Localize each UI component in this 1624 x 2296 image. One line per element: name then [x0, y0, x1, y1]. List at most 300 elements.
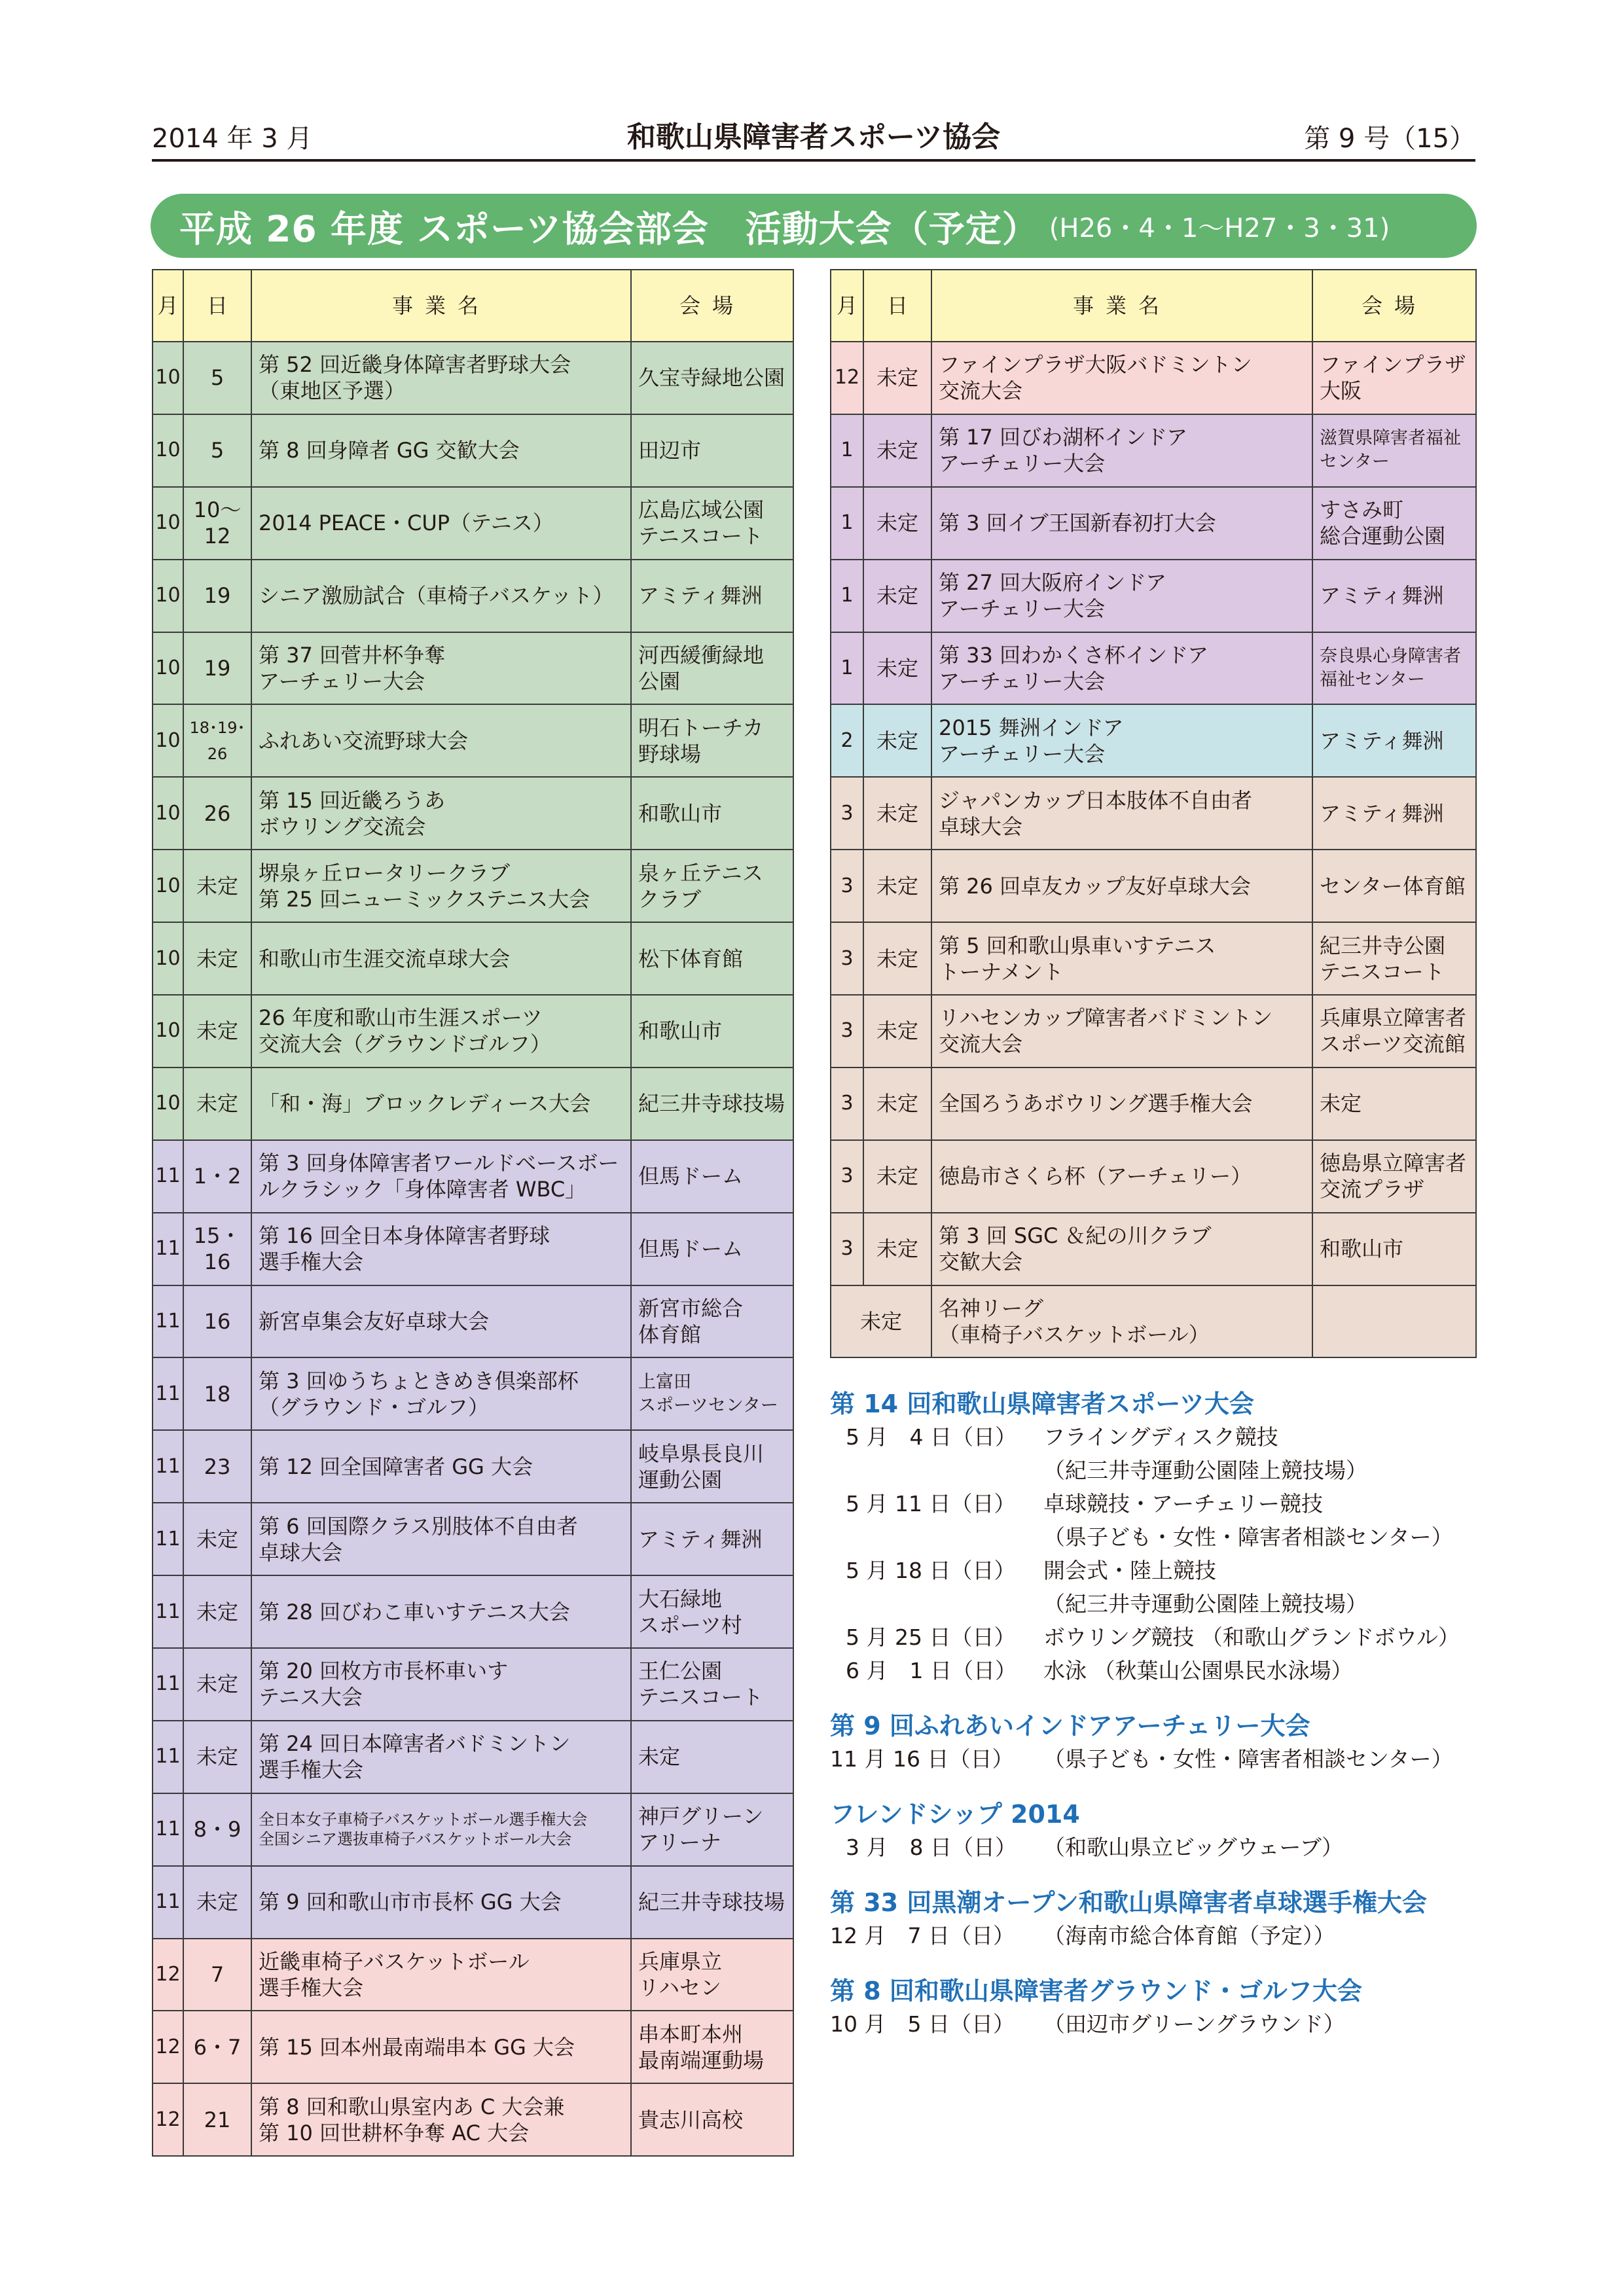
table-row — [153, 1721, 793, 1793]
venue-cell — [1312, 995, 1476, 1067]
entry-date: 3 月 8 日（日） — [846, 1835, 1017, 1860]
cell-line: テニス大会 — [259, 1685, 363, 1710]
day-cell: 未定 — [863, 850, 931, 922]
cell-line: 徳島市さくら杯（アーチェリー） — [939, 1164, 1252, 1189]
venue-cell — [1312, 1285, 1476, 1358]
day-cell: 未定 — [863, 1140, 931, 1213]
cell-line: 大石緑地 — [638, 1586, 723, 1611]
month-cell: 10 — [153, 342, 183, 414]
cell-line: 大阪 — [1320, 378, 1362, 404]
table-row — [153, 704, 793, 777]
cell-line: 兵庫県立 — [638, 1949, 723, 1975]
event-cell — [251, 1939, 631, 2011]
entry-date: 5 月 4 日（日） — [846, 1424, 1017, 1450]
venue-cell — [1312, 1213, 1476, 1285]
entry-text: （田辺市グリーングラウンド） — [1043, 2011, 1345, 2037]
event-section — [830, 1886, 1478, 1952]
page-title: 平成 26 年度 スポーツ協会部会 活動大会（予定） — [179, 207, 1039, 250]
cell-line: 最南端運動場 — [638, 2047, 765, 2073]
day-cell: 15・16 — [183, 1213, 251, 1285]
cell-line: センター — [1320, 452, 1390, 473]
day-cell: 未定 — [183, 850, 251, 922]
schedule-entry — [830, 1420, 1478, 1454]
cell-line: 久宝寺緑地公園 — [638, 365, 785, 391]
entry-date: 5 月 18 日（日） — [846, 1558, 1016, 1583]
cell-line: 2014 PEACE・CUP（テニス） — [259, 511, 554, 536]
page-title-banner — [151, 194, 1477, 258]
cell-line: ふれあい交流野球大会 — [259, 728, 469, 753]
cell-line: アミティ舞洲 — [1320, 728, 1444, 753]
day-cell: 7 — [183, 1939, 251, 2011]
event-cell — [251, 777, 631, 850]
venue-cell — [631, 1285, 793, 1358]
cell-line: 交流プラザ — [1320, 1177, 1425, 1202]
day-cell: 21 — [183, 2083, 251, 2156]
table-row — [831, 995, 1476, 1067]
venue-cell — [1312, 414, 1476, 487]
schedule-table-left — [152, 269, 794, 2157]
event-cell — [931, 704, 1312, 777]
entry-date: 10 月 5 日（日） — [830, 2011, 1015, 2037]
day-cell: 未定 — [183, 1721, 251, 1793]
venue-header: 会場 — [631, 270, 793, 342]
venue-cell — [1312, 342, 1476, 414]
entry-text: フライングディスク競技 — [1043, 1424, 1278, 1450]
month-cell: 3 — [831, 922, 863, 995]
day-cell: 19 — [183, 632, 251, 705]
cell-line: 交流大会 — [939, 378, 1023, 404]
month-cell: 1 — [831, 414, 863, 487]
cell-line: 「和・海」ブロックレディース大会 — [259, 1091, 591, 1117]
event-cell — [931, 560, 1312, 632]
venue-cell — [631, 1213, 793, 1285]
day-header: 日 — [863, 270, 931, 342]
event-cell — [931, 1285, 1312, 1358]
event-section — [830, 1388, 1478, 1687]
cell-line: 神戸グリーン — [638, 1804, 764, 1829]
table-row — [153, 1648, 793, 1721]
cell-line: 但馬ドーム — [638, 1164, 744, 1189]
venue-cell — [631, 632, 793, 705]
day-cell: 未定 — [863, 632, 931, 705]
cell-line: スポーツ村 — [638, 1612, 742, 1638]
day-cell: 23 — [183, 1430, 251, 1503]
event-cell — [251, 1067, 631, 1140]
month-cell: 10 — [153, 777, 183, 850]
venue-cell — [631, 1357, 793, 1430]
day-cell: 未定 — [863, 704, 931, 777]
cell-line: 兵庫県立障害者 — [1320, 1005, 1467, 1031]
day-cell: 19 — [183, 560, 251, 632]
event-cell — [251, 487, 631, 560]
month-cell: 12 — [153, 2011, 183, 2083]
event-cell — [251, 922, 631, 995]
event-cell — [251, 414, 631, 487]
month-cell: 3 — [831, 850, 863, 922]
day-cell: 未定 — [183, 1866, 251, 1939]
cell-line: すさみ町 — [1320, 497, 1404, 523]
table-row — [153, 995, 793, 1067]
cell-line: 野球場 — [638, 741, 702, 766]
cell-line: アミティ舞洲 — [1320, 800, 1444, 826]
entry-date: 6 月 1 日（日） — [846, 1658, 1017, 1683]
day-cell: 10～12 — [183, 487, 251, 560]
cell-line: 全日本女子車椅子バスケットボール選手権大会 — [259, 1810, 588, 1829]
entry-date: 11 月 16 日（日） — [830, 1746, 1014, 1772]
event-cell — [251, 1721, 631, 1793]
cell-line: 泉ヶ丘テニス — [638, 860, 763, 886]
event-header: 事業名 — [931, 270, 1312, 342]
cell-line: 未定 — [1320, 1091, 1362, 1117]
fiscal-period: (H26・4・1～H27・3・31) — [1049, 213, 1390, 243]
month-cell: 11 — [153, 1140, 183, 1213]
venue-cell — [1312, 560, 1476, 632]
cell-line: 名神リーグ — [939, 1296, 1044, 1321]
cell-line: 新宮市総合 — [638, 1296, 744, 1321]
event-cell — [931, 777, 1312, 850]
event-cell — [251, 1866, 631, 1939]
entry-date: 12 月 7 日（日） — [830, 1923, 1015, 1948]
table-row — [831, 1067, 1476, 1140]
cell-line: 第 3 回身体障害者ワールドベースボー — [259, 1151, 619, 1176]
table-row — [153, 632, 793, 705]
venue-cell — [631, 414, 793, 487]
table-row — [831, 1285, 1476, 1358]
month-cell: 11 — [153, 1866, 183, 1939]
venue-cell — [631, 1721, 793, 1793]
month-cell: 11 — [153, 1648, 183, 1721]
month-cell: 1 — [831, 560, 863, 632]
month-cell: 10 — [153, 1067, 183, 1140]
cell-line: 第 12 回全国障害者 GG 大会 — [259, 1454, 533, 1479]
cell-line: 明石トーチカ — [638, 715, 764, 740]
cell-line: 福祉センター — [1320, 670, 1425, 690]
month-cell: 3 — [831, 1067, 863, 1140]
cell-line: （東地区予選） — [259, 378, 406, 404]
page-header — [152, 121, 1475, 162]
cell-line: 第 26 回卓友カップ友好卓球大会 — [939, 873, 1251, 899]
table-row — [153, 1866, 793, 1939]
cell-line: 第 25 回ニューミックステニス大会 — [259, 886, 590, 912]
cell-line: アーチェリー大会 — [939, 451, 1106, 476]
schedule-entry — [830, 2007, 1478, 2041]
venue-cell — [631, 777, 793, 850]
cell-line: 第 10 回世耕杯争奪 AC 大会 — [259, 2120, 530, 2145]
venue-cell — [631, 2011, 793, 2083]
table-row — [831, 487, 1476, 560]
cell-line: 運動公園 — [638, 1467, 723, 1492]
month-cell: 11 — [153, 1721, 183, 1793]
day-cell: 未定 — [863, 995, 931, 1067]
cell-line: トーナメント — [939, 959, 1064, 984]
month-cell: 3 — [831, 995, 863, 1067]
event-cell — [251, 1140, 631, 1213]
day-cell: 未定 — [183, 1067, 251, 1140]
venue-header: 会場 — [1312, 270, 1476, 342]
day-cell: 16 — [183, 1285, 251, 1358]
cell-line: 紀三井寺球技場 — [638, 1890, 785, 1915]
day-cell: 未定 — [863, 414, 931, 487]
cell-line: ボウリング交流会 — [259, 814, 426, 839]
cell-line: アーチェリー大会 — [259, 669, 425, 694]
cell-line: 徳島県立障害者 — [1320, 1151, 1467, 1176]
schedule-entry — [830, 1487, 1478, 1520]
venue-cell — [1312, 632, 1476, 705]
cell-line: 第 3 回イブ王国新春初打大会 — [939, 511, 1216, 536]
cell-line: 滋賀県障害者福祉 — [1320, 428, 1461, 449]
cell-line: 公園 — [638, 669, 681, 694]
event-cell — [251, 1503, 631, 1575]
venue-cell — [1312, 704, 1476, 777]
cell-line: ファインプラザ大阪バドミントン — [939, 352, 1252, 378]
section-title: 第 8 回和歌山県障害者グラウンド・ゴルフ大会 — [830, 1977, 1362, 2005]
table-row — [153, 342, 793, 414]
cell-line: ファインプラザ — [1320, 352, 1466, 378]
venue-cell — [1312, 922, 1476, 995]
venue-cell — [631, 922, 793, 995]
event-cell — [251, 850, 631, 922]
other-events — [830, 1388, 1478, 2063]
event-cell — [931, 414, 1312, 487]
table-row — [153, 1503, 793, 1575]
cell-line: 2015 舞洲インドア — [939, 715, 1124, 740]
event-cell — [251, 1357, 631, 1430]
event-cell — [251, 1213, 631, 1285]
schedule-entry — [830, 1742, 1478, 1776]
cell-line: 26 年度和歌山市生涯スポーツ — [259, 1005, 543, 1031]
venue-cell — [631, 342, 793, 414]
table-row — [831, 1140, 1476, 1213]
table-row — [153, 1575, 793, 1648]
table-row — [153, 1213, 793, 1285]
month-cell: 10 — [153, 414, 183, 487]
event-cell — [931, 342, 1312, 414]
entry-text: （紀三井寺運動公園陸上競技場） — [1043, 1591, 1367, 1617]
cell-line: 総合運動公園 — [1320, 524, 1446, 549]
day-cell: 未定 — [863, 342, 931, 414]
event-cell — [251, 342, 631, 414]
venue-cell — [631, 1430, 793, 1503]
table-row — [153, 850, 793, 922]
cell-line: 第 24 回日本障害者バドミントン — [259, 1731, 571, 1757]
cell-line: 全国シニア選抜車椅子バスケットボール大会 — [259, 1830, 572, 1849]
cell-line: 選手権大会 — [259, 1757, 364, 1783]
cell-line: 第 15 回本州最南端串本 GG 大会 — [259, 2034, 575, 2060]
schedule-table-right — [830, 269, 1477, 1358]
section-title: 第 9 回ふれあいインドアアーチェリー大会 — [830, 1712, 1310, 1740]
table-row — [153, 487, 793, 560]
cell-line: （車椅子バスケットボール） — [939, 1322, 1210, 1348]
day-cell: 18 — [183, 1357, 251, 1430]
cell-line: アーチェリー大会 — [939, 741, 1106, 766]
venue-cell — [1312, 1140, 1476, 1213]
event-cell — [251, 2083, 631, 2156]
table-row — [153, 560, 793, 632]
entry-text: ボウリング競技 （和歌山グランドボウル） — [1043, 1624, 1460, 1650]
table-row — [153, 1939, 793, 2011]
cell-line: 但馬ドーム — [638, 1236, 744, 1262]
schedule-entry — [830, 1654, 1478, 1687]
cell-line: 奈良県心身障害者 — [1320, 646, 1461, 666]
venue-cell — [631, 1866, 793, 1939]
event-cell — [251, 1648, 631, 1721]
cell-line: スポーツセンター — [638, 1395, 778, 1416]
cell-line: 未定 — [638, 1744, 681, 1770]
cell-line: 交流大会（グラウンドゴルフ） — [259, 1031, 551, 1057]
day-cell: 5 — [183, 414, 251, 487]
table-row — [153, 1067, 793, 1140]
cell-line: 田辺市 — [638, 438, 702, 463]
event-cell — [251, 2011, 631, 2083]
cell-line: 第 8 回身障者 GG 交歓大会 — [259, 438, 520, 463]
cell-line: 全国ろうあボウリング選手権大会 — [939, 1091, 1253, 1117]
cell-line: 堺泉ヶ丘ロータリークラブ — [259, 860, 511, 886]
cell-line: 広島広域公園 — [638, 497, 765, 523]
cell-line: 交流大会 — [939, 1031, 1023, 1057]
month-cell: 3 — [831, 1213, 863, 1285]
venue-cell — [631, 850, 793, 922]
table-row — [153, 922, 793, 995]
table-row — [831, 922, 1476, 995]
cell-line: 第 33 回わかくさ杯インドア — [939, 643, 1209, 668]
table-row — [153, 1793, 793, 1866]
cell-line: 紀三井寺球技場 — [638, 1091, 785, 1117]
entry-text: （海南市総合体育館（予定）） — [1043, 1923, 1335, 1948]
venue-cell — [631, 1067, 793, 1140]
entry-text: （県子ども・女性・障害者相談センター） — [1043, 1746, 1453, 1772]
issue-date: 2014 年 3 月 — [152, 124, 313, 154]
entry-text: （県子ども・女性・障害者相談センター） — [1043, 1524, 1453, 1550]
entry-date: 5 月 11 日（日） — [846, 1491, 1016, 1516]
cell-line: 第 20 回枚方市長杯車いす — [259, 1659, 509, 1684]
publisher-name: 和歌山県障害者スポーツ協会 — [626, 120, 1001, 154]
cell-line: 近畿車椅子バスケットボール — [259, 1949, 530, 1975]
cell-line: 上富田 — [638, 1371, 691, 1392]
cell-line: 選手権大会 — [259, 1249, 364, 1275]
day-cell: 未定 — [183, 1503, 251, 1575]
venue-cell — [631, 1140, 793, 1213]
event-cell — [251, 995, 631, 1067]
cell-line: ジャパンカップ日本肢体不自由者 — [939, 787, 1253, 813]
event-section — [830, 1710, 1478, 1776]
event-section — [830, 1975, 1478, 2041]
month-cell: 12 — [153, 2083, 183, 2156]
table-row — [153, 777, 793, 850]
cell-line: アーチェリー大会 — [939, 669, 1106, 694]
venue-cell — [631, 560, 793, 632]
cell-line: アーチェリー大会 — [939, 596, 1106, 622]
month-cell: 12 — [831, 342, 863, 414]
cell-line: 王仁公園 — [638, 1659, 723, 1684]
venue-cell — [631, 704, 793, 777]
cell-line: 第 3 回ゆうちょときめき倶楽部杯 — [259, 1368, 579, 1393]
event-cell — [251, 1430, 631, 1503]
table-header-row — [831, 270, 1476, 342]
day-cell: 未定 — [863, 1213, 931, 1285]
month-cell: 10 — [153, 704, 183, 777]
entry-text: （紀三井寺運動公園陸上競技場） — [1043, 1458, 1367, 1483]
cell-line: 卓球大会 — [259, 1539, 343, 1565]
entry-text: 水泳 （秋葉山公園県民水泳場） — [1043, 1658, 1353, 1683]
entry-text: （和歌山県立ビッグウェーブ） — [1043, 1835, 1344, 1860]
table-row — [153, 2083, 793, 2156]
cell-line: 第 52 回近畿身体障害者野球大会 — [259, 352, 571, 378]
table-row — [831, 342, 1476, 414]
month-header: 月 — [831, 270, 863, 342]
month-cell: 1 — [831, 632, 863, 705]
cell-line: （グラウンド・ゴルフ） — [259, 1394, 490, 1420]
day-cell: 18･19･26 — [183, 704, 251, 777]
table-row — [831, 1213, 1476, 1285]
table-row — [831, 560, 1476, 632]
cell-line: 体育館 — [638, 1322, 702, 1348]
event-cell — [931, 995, 1312, 1067]
venue-cell — [631, 1648, 793, 1721]
cell-line: 松下体育館 — [638, 946, 744, 971]
event-section — [830, 1798, 1478, 1864]
day-cell: 未定 — [831, 1285, 931, 1358]
table-row — [831, 414, 1476, 487]
venue-cell — [1312, 850, 1476, 922]
table-row — [153, 1430, 793, 1503]
cell-line: 第 17 回びわ湖杯インドア — [939, 425, 1188, 450]
day-cell: 未定 — [183, 1648, 251, 1721]
venue-cell — [1312, 1067, 1476, 1140]
event-header: 事業名 — [251, 270, 631, 342]
day-cell: 未定 — [863, 1067, 931, 1140]
schedule-entry — [830, 1831, 1478, 1864]
event-cell — [931, 1140, 1312, 1213]
cell-line: 和歌山市 — [638, 1018, 723, 1044]
cell-line: センター体育館 — [1320, 873, 1466, 899]
cell-line: アミティ舞洲 — [638, 1526, 763, 1552]
day-cell: 未定 — [183, 995, 251, 1067]
month-cell: 1 — [831, 487, 863, 560]
event-cell — [931, 487, 1312, 560]
venue-cell — [631, 1575, 793, 1648]
event-cell — [251, 632, 631, 705]
cell-line: 貴志川高校 — [638, 2107, 744, 2132]
table-row — [831, 850, 1476, 922]
event-cell — [251, 704, 631, 777]
cell-line: アミティ舞洲 — [638, 583, 763, 609]
cell-line: 岐阜県長良川 — [638, 1441, 765, 1466]
day-cell: 6・7 — [183, 2011, 251, 2083]
venue-cell — [1312, 777, 1476, 850]
venue-cell — [631, 2083, 793, 2156]
month-cell: 11 — [153, 1213, 183, 1285]
month-cell: 11 — [153, 1503, 183, 1575]
cell-line: 第 3 回 SGC ＆紀の川クラブ — [939, 1223, 1212, 1249]
event-cell — [251, 1575, 631, 1648]
table-row — [153, 1357, 793, 1430]
day-cell: 未定 — [863, 560, 931, 632]
cell-line: 新宮卓集会友好卓球大会 — [259, 1309, 490, 1335]
event-cell — [931, 850, 1312, 922]
month-cell: 3 — [831, 1140, 863, 1213]
cell-line: 選手権大会 — [259, 1975, 364, 2001]
cell-line: テニスコート — [1320, 959, 1445, 984]
cell-line: 第 16 回全日本身体障害者野球 — [259, 1223, 550, 1249]
day-cell: 8・9 — [183, 1793, 251, 1866]
month-header: 月 — [153, 270, 183, 342]
cell-line: 第 28 回びわこ車いすテニス大会 — [259, 1599, 570, 1624]
table-row — [153, 1285, 793, 1358]
cell-line: テニスコート — [638, 1685, 763, 1710]
day-cell: 未定 — [863, 777, 931, 850]
day-cell: 1・2 — [183, 1140, 251, 1213]
month-cell: 11 — [153, 1575, 183, 1648]
